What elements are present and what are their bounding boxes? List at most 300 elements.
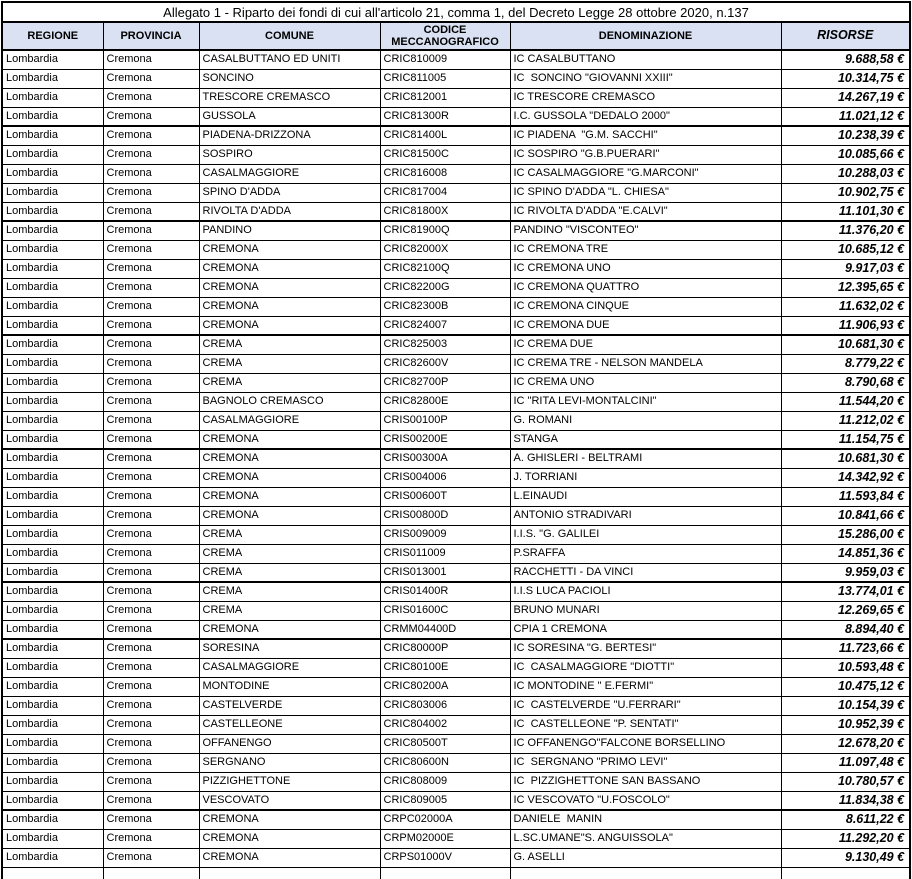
title-row — [2, 2, 910, 22]
cell-regione: Lombardia — [2, 525, 103, 544]
cell-comune: SOSPIRO — [199, 145, 380, 164]
cell-regione: Lombardia — [2, 354, 103, 373]
cell-codice-meccanografico: CRIC810009 — [380, 50, 510, 69]
cell-provincia: Cremona — [103, 658, 199, 677]
cell-provincia: Cremona — [103, 810, 199, 829]
cell-comune: GUSSOLA — [199, 107, 380, 126]
cell-regione: Lombardia — [2, 430, 103, 449]
cell-comune: OFFANENGO — [199, 734, 380, 753]
cell-provincia: Cremona — [103, 316, 199, 335]
table-row — [2, 468, 910, 487]
cell-denominazione: G. ASELLI — [510, 848, 781, 867]
cell-regione: Lombardia — [2, 145, 103, 164]
cell-risorse: 10.841,66 € — [781, 506, 910, 525]
cell-denominazione: IC PIADENA "G.M. SACCHI" — [510, 126, 781, 145]
cell-comune: CASTELLEONE — [199, 715, 380, 734]
cell-provincia: Cremona — [103, 544, 199, 563]
table-row — [2, 316, 910, 335]
cell-denominazione: IC OFFANENGO"FALCONE BORSELLINO — [510, 734, 781, 753]
cell-codice-meccanografico: CRIC82700P — [380, 373, 510, 392]
cell-comune: PANDINO — [199, 221, 380, 240]
table-row — [2, 278, 910, 297]
cell-regione: Lombardia — [2, 164, 103, 183]
column-header-codice-meccanografico: CODICE MECCANOGRAFICO — [380, 22, 510, 50]
table-row — [2, 430, 910, 449]
table-row — [2, 449, 910, 468]
table-row — [2, 620, 910, 639]
cell-codice-meccanografico: CRIC81800X — [380, 202, 510, 221]
cell-comune: CREMA — [199, 544, 380, 563]
cell-codice-meccanografico: CRIC81500C — [380, 145, 510, 164]
cell-codice-meccanografico: CRIC80600N — [380, 753, 510, 772]
cell-comune — [199, 867, 380, 879]
cell-provincia: Cremona — [103, 354, 199, 373]
cell-provincia: Cremona — [103, 69, 199, 88]
cell-comune: CREMONA — [199, 278, 380, 297]
cell-denominazione: IC CREMONA UNO — [510, 259, 781, 278]
table-row — [2, 677, 910, 696]
cell-codice-meccanografico: CRIC809005 — [380, 791, 510, 810]
cell-provincia: Cremona — [103, 335, 199, 354]
cell-risorse: 11.834,38 € — [781, 791, 910, 810]
cell-denominazione: CPIA 1 CREMONA — [510, 620, 781, 639]
cell-regione: Lombardia — [2, 240, 103, 259]
cell-risorse: 15.286,00 € — [781, 525, 910, 544]
table-row — [2, 810, 910, 829]
cell-codice-meccanografico: CRPM02000E — [380, 829, 510, 848]
table-row — [2, 126, 910, 145]
cell-denominazione: P.SRAFFA — [510, 544, 781, 563]
cell-risorse: 10.681,30 € — [781, 335, 910, 354]
cell-codice-meccanografico: CRIC82100Q — [380, 259, 510, 278]
cell-comune: CASALMAGGIORE — [199, 411, 380, 430]
cell-regione: Lombardia — [2, 506, 103, 525]
cell-risorse: 8.790,68 € — [781, 373, 910, 392]
cell-comune: CREMA — [199, 354, 380, 373]
cell-codice-meccanografico: CRIC825003 — [380, 335, 510, 354]
cell-denominazione: IC SOSPIRO "G.B.PUERARI" — [510, 145, 781, 164]
cell-provincia: Cremona — [103, 259, 199, 278]
cell-risorse: 10.952,39 € — [781, 715, 910, 734]
cell-provincia: Cremona — [103, 620, 199, 639]
cell-risorse: 9.688,58 € — [781, 50, 910, 69]
cell-denominazione: IC CREMONA TRE — [510, 240, 781, 259]
cell-risorse: 11.154,75 € — [781, 430, 910, 449]
cell-regione: Lombardia — [2, 449, 103, 468]
cell-denominazione: J. TORRIANI — [510, 468, 781, 487]
cell-provincia: Cremona — [103, 202, 199, 221]
cell-comune: CREMONA — [199, 449, 380, 468]
cell-regione: Lombardia — [2, 335, 103, 354]
table-row — [2, 601, 910, 620]
cell-codice-meccanografico: CRIS01600C — [380, 601, 510, 620]
cell-codice-meccanografico: CRIC812001 — [380, 88, 510, 107]
cell-risorse: 9.959,03 € — [781, 563, 910, 582]
cell-provincia: Cremona — [103, 411, 199, 430]
document-title: Allegato 1 - Riparto dei fondi di cui all'articolo 21, comma 1, del Decreto Legge 28 ottobre 2020, n.137 — [2, 2, 910, 22]
cell-risorse: 10.288,03 € — [781, 164, 910, 183]
cell-denominazione: IC SERGNANO "PRIMO LEVI" — [510, 753, 781, 772]
cell-provincia: Cremona — [103, 449, 199, 468]
table-row — [2, 829, 910, 848]
cell-risorse: 10.475,12 € — [781, 677, 910, 696]
cell-regione: Lombardia — [2, 221, 103, 240]
cell-provincia: Cremona — [103, 582, 199, 601]
cell-regione: Lombardia — [2, 487, 103, 506]
cell-codice-meccanografico: CRIC803006 — [380, 696, 510, 715]
cell-comune: VESCOVATO — [199, 791, 380, 810]
cell-codice-meccanografico: CRIS00800D — [380, 506, 510, 525]
table-row — [2, 145, 910, 164]
table-row — [2, 107, 910, 126]
column-header-comune: COMUNE — [199, 22, 380, 50]
column-header-risorse: RISORSE — [781, 22, 910, 50]
cell-codice-meccanografico: CRPC02000A — [380, 810, 510, 829]
cell-codice-meccanografico: CRIC80200A — [380, 677, 510, 696]
cell-regione: Lombardia — [2, 696, 103, 715]
cell-comune: SERGNANO — [199, 753, 380, 772]
cell-regione: Lombardia — [2, 829, 103, 848]
table-row — [2, 335, 910, 354]
cell-provincia: Cremona — [103, 563, 199, 582]
cell-codice-meccanografico: CRIC82300B — [380, 297, 510, 316]
cell-denominazione: A. GHISLERI - BELTRAMI — [510, 449, 781, 468]
column-header-regione: REGIONE — [2, 22, 103, 50]
cell-risorse: 13.774,01 € — [781, 582, 910, 601]
cell-risorse: 11.632,02 € — [781, 297, 910, 316]
cell-comune: CREMA — [199, 373, 380, 392]
cell-risorse: 9.130,49 € — [781, 848, 910, 867]
cell-regione: Lombardia — [2, 50, 103, 69]
cell-comune: CREMA — [199, 563, 380, 582]
cell-denominazione: IC SORESINA "G. BERTESI" — [510, 639, 781, 658]
cell-comune: CREMONA — [199, 297, 380, 316]
cell-comune: CREMA — [199, 582, 380, 601]
cell-provincia: Cremona — [103, 373, 199, 392]
cell-provincia: Cremona — [103, 829, 199, 848]
cell-regione: Lombardia — [2, 69, 103, 88]
cell-regione: Lombardia — [2, 373, 103, 392]
cell-comune: CASALMAGGIORE — [199, 164, 380, 183]
cell-risorse: 14.342,92 € — [781, 468, 910, 487]
column-header-denominazione: DENOMINAZIONE — [510, 22, 781, 50]
cell-regione: Lombardia — [2, 297, 103, 316]
cell-risorse: 9.917,03 € — [781, 259, 910, 278]
cell-denominazione: I.I.S LUCA PACIOLI — [510, 582, 781, 601]
cell-denominazione: STANGA — [510, 430, 781, 449]
cell-comune: CREMONA — [199, 620, 380, 639]
cell-provincia: Cremona — [103, 468, 199, 487]
table-row — [2, 791, 910, 810]
cell-provincia: Cremona — [103, 278, 199, 297]
cell-risorse: 11.292,20 € — [781, 829, 910, 848]
table-row — [2, 392, 910, 411]
cell-provincia: Cremona — [103, 525, 199, 544]
cell-denominazione: G. ROMANI — [510, 411, 781, 430]
cell-codice-meccanografico: CRIC80000P — [380, 639, 510, 658]
cell-risorse: 10.780,57 € — [781, 772, 910, 791]
cell-regione: Lombardia — [2, 772, 103, 791]
table-row — [2, 772, 910, 791]
cell-risorse: 10.685,12 € — [781, 240, 910, 259]
cell-provincia — [103, 867, 199, 879]
cell-risorse: 11.906,93 € — [781, 316, 910, 335]
cell-denominazione: IC CASALBUTTANO — [510, 50, 781, 69]
cell-risorse: 11.723,66 € — [781, 639, 910, 658]
cell-denominazione: RACCHETTI - DA VINCI — [510, 563, 781, 582]
cell-provincia: Cremona — [103, 772, 199, 791]
table-row — [2, 69, 910, 88]
cell-regione: Lombardia — [2, 392, 103, 411]
cell-provincia: Cremona — [103, 696, 199, 715]
cell-risorse: 11.376,20 € — [781, 221, 910, 240]
cell-comune: CREMONA — [199, 487, 380, 506]
cell-codice-meccanografico: CRIS00200E — [380, 430, 510, 449]
cell-denominazione: IC CREMA TRE - NELSON MANDELA — [510, 354, 781, 373]
cell-provincia: Cremona — [103, 164, 199, 183]
cell-regione — [2, 867, 103, 879]
cell-comune: SORESINA — [199, 639, 380, 658]
cell-risorse: 11.101,30 € — [781, 202, 910, 221]
cell-regione: Lombardia — [2, 810, 103, 829]
cell-regione: Lombardia — [2, 126, 103, 145]
cell-comune: CREMONA — [199, 848, 380, 867]
cell-provincia: Cremona — [103, 430, 199, 449]
table-row — [2, 848, 910, 867]
cell-comune: PIZZIGHETTONE — [199, 772, 380, 791]
cell-denominazione: IC CREMONA DUE — [510, 316, 781, 335]
cell-provincia: Cremona — [103, 753, 199, 772]
cell-denominazione: IC CREMA UNO — [510, 373, 781, 392]
table-row — [2, 544, 910, 563]
cell-comune: BAGNOLO CREMASCO — [199, 392, 380, 411]
cell-regione: Lombardia — [2, 620, 103, 639]
cell-risorse: 11.212,02 € — [781, 411, 910, 430]
table-row — [2, 411, 910, 430]
cell-denominazione: IC CASALMAGGIORE "G.MARCONI" — [510, 164, 781, 183]
table-row — [2, 753, 910, 772]
cell-denominazione: IC PIZZIGHETTONE SAN BASSANO — [510, 772, 781, 791]
cell-regione: Lombardia — [2, 183, 103, 202]
cell-denominazione: ANTONIO STRADIVARI — [510, 506, 781, 525]
table-header-row — [2, 22, 910, 50]
cell-regione: Lombardia — [2, 202, 103, 221]
cell-risorse: 11.593,84 € — [781, 487, 910, 506]
cell-risorse: 10.238,39 € — [781, 126, 910, 145]
cell-provincia: Cremona — [103, 639, 199, 658]
cell-codice-meccanografico: CRIS004006 — [380, 468, 510, 487]
cell-regione: Lombardia — [2, 411, 103, 430]
cell-provincia: Cremona — [103, 50, 199, 69]
cell-provincia: Cremona — [103, 677, 199, 696]
cell-comune: CREMONA — [199, 316, 380, 335]
cell-codice-meccanografico: CRIC81400L — [380, 126, 510, 145]
cell-codice-meccanografico: CRIC81900Q — [380, 221, 510, 240]
cell-denominazione: IC SONCINO "GIOVANNI XXIII" — [510, 69, 781, 88]
cell-codice-meccanografico: CRIS01400R — [380, 582, 510, 601]
table-row — [2, 658, 910, 677]
cell-comune: SONCINO — [199, 69, 380, 88]
table-row — [2, 734, 910, 753]
cell-codice-meccanografico: CRIC82000X — [380, 240, 510, 259]
cell-risorse: 10.085,66 € — [781, 145, 910, 164]
cell-denominazione: IC TRESCORE CREMASCO — [510, 88, 781, 107]
cell-provincia: Cremona — [103, 506, 199, 525]
cell-risorse: 12.269,65 € — [781, 601, 910, 620]
cell-risorse: 8.894,40 € — [781, 620, 910, 639]
cell-regione: Lombardia — [2, 848, 103, 867]
cell-codice-meccanografico — [380, 867, 510, 879]
cell-risorse — [781, 867, 910, 879]
cell-comune: RIVOLTA D'ADDA — [199, 202, 380, 221]
cell-comune: CREMA — [199, 601, 380, 620]
cell-denominazione: IC CASTELLEONE "P. SENTATI" — [510, 715, 781, 734]
cell-regione: Lombardia — [2, 259, 103, 278]
cell-risorse: 14.267,19 € — [781, 88, 910, 107]
cell-codice-meccanografico: CRIC804002 — [380, 715, 510, 734]
cell-denominazione: IC VESCOVATO "U.FOSCOLO" — [510, 791, 781, 810]
cell-comune: CREMONA — [199, 810, 380, 829]
table-row — [2, 487, 910, 506]
cell-risorse: 8.779,22 € — [781, 354, 910, 373]
table-row — [2, 354, 910, 373]
cell-regione: Lombardia — [2, 316, 103, 335]
table-row — [2, 88, 910, 107]
cell-regione: Lombardia — [2, 544, 103, 563]
cell-denominazione: I.I.S. "G. GALILEI — [510, 525, 781, 544]
cell-codice-meccanografico: CRIC816008 — [380, 164, 510, 183]
cell-regione: Lombardia — [2, 107, 103, 126]
cell-denominazione: IC CASALMAGGIORE "DIOTTI" — [510, 658, 781, 677]
cell-comune: CASALMAGGIORE — [199, 658, 380, 677]
cell-codice-meccanografico: CRIS009009 — [380, 525, 510, 544]
cell-codice-meccanografico: CRIC80500T — [380, 734, 510, 753]
cell-comune: CASTELVERDE — [199, 696, 380, 715]
cell-codice-meccanografico: CRIS011009 — [380, 544, 510, 563]
cell-risorse: 11.021,12 € — [781, 107, 910, 126]
table-row — [2, 50, 910, 69]
riparto-fondi-table — [1, 1, 911, 879]
cell-provincia: Cremona — [103, 715, 199, 734]
cell-comune: CASALBUTTANO ED UNITI — [199, 50, 380, 69]
table-row — [2, 240, 910, 259]
cell-denominazione: IC RIVOLTA D'ADDA "E.CALVI" — [510, 202, 781, 221]
cell-codice-meccanografico: CRIC81300R — [380, 107, 510, 126]
cell-codice-meccanografico: CRIC82600V — [380, 354, 510, 373]
table-row — [2, 696, 910, 715]
cell-provincia: Cremona — [103, 145, 199, 164]
table-row — [2, 506, 910, 525]
cell-regione: Lombardia — [2, 677, 103, 696]
cell-comune: MONTODINE — [199, 677, 380, 696]
cell-denominazione: IC CREMONA CINQUE — [510, 297, 781, 316]
cell-provincia: Cremona — [103, 107, 199, 126]
cell-denominazione: IC SPINO D'ADDA "L. CHIESA" — [510, 183, 781, 202]
cell-denominazione: BRUNO MUNARI — [510, 601, 781, 620]
column-header-provincia: PROVINCIA — [103, 22, 199, 50]
cell-denominazione: IC CREMONA QUATTRO — [510, 278, 781, 297]
table-row — [2, 639, 910, 658]
cell-codice-meccanografico: CRMM04400D — [380, 620, 510, 639]
cell-provincia: Cremona — [103, 126, 199, 145]
cell-comune: CREMA — [199, 335, 380, 354]
cell-provincia: Cremona — [103, 601, 199, 620]
table-body — [2, 50, 910, 879]
cell-comune: CREMONA — [199, 506, 380, 525]
cell-provincia: Cremona — [103, 392, 199, 411]
cell-codice-meccanografico: CRIC824007 — [380, 316, 510, 335]
cell-comune: PIADENA-DRIZZONA — [199, 126, 380, 145]
cell-denominazione: IC CASTELVERDE "U.FERRARI" — [510, 696, 781, 715]
table-row — [2, 259, 910, 278]
cell-provincia: Cremona — [103, 848, 199, 867]
cell-denominazione: PANDINO "VISCONTEO" — [510, 221, 781, 240]
cell-comune: SPINO D'ADDA — [199, 183, 380, 202]
cell-regione: Lombardia — [2, 715, 103, 734]
cell-denominazione: IC MONTODINE " E.FERMI" — [510, 677, 781, 696]
cell-codice-meccanografico: CRIC80100E — [380, 658, 510, 677]
cell-regione: Lombardia — [2, 753, 103, 772]
cell-provincia: Cremona — [103, 791, 199, 810]
cell-regione: Lombardia — [2, 791, 103, 810]
table-row — [2, 164, 910, 183]
cell-regione: Lombardia — [2, 563, 103, 582]
cell-risorse: 10.314,75 € — [781, 69, 910, 88]
cell-risorse: 14.851,36 € — [781, 544, 910, 563]
cell-codice-meccanografico: CRIC817004 — [380, 183, 510, 202]
cell-denominazione: DANIELE MANIN — [510, 810, 781, 829]
cell-codice-meccanografico: CRIC82800E — [380, 392, 510, 411]
cell-regione: Lombardia — [2, 601, 103, 620]
table-row — [2, 373, 910, 392]
cell-provincia: Cremona — [103, 240, 199, 259]
cell-denominazione: IC CREMA DUE — [510, 335, 781, 354]
table-row — [2, 867, 910, 879]
cell-regione: Lombardia — [2, 468, 103, 487]
cell-regione: Lombardia — [2, 582, 103, 601]
cell-denominazione: L.SC.UMANE"S. ANGUISSOLA" — [510, 829, 781, 848]
cell-codice-meccanografico: CRIC808009 — [380, 772, 510, 791]
cell-regione: Lombardia — [2, 734, 103, 753]
cell-comune: CREMA — [199, 525, 380, 544]
cell-risorse: 11.097,48 € — [781, 753, 910, 772]
cell-denominazione — [510, 867, 781, 879]
cell-comune: CREMONA — [199, 468, 380, 487]
cell-codice-meccanografico: CRPS01000V — [380, 848, 510, 867]
table-row — [2, 582, 910, 601]
cell-codice-meccanografico: CRIS00300A — [380, 449, 510, 468]
cell-risorse: 10.154,39 € — [781, 696, 910, 715]
cell-risorse: 10.681,30 € — [781, 449, 910, 468]
cell-risorse: 8.611,22 € — [781, 810, 910, 829]
table-row — [2, 525, 910, 544]
cell-provincia: Cremona — [103, 487, 199, 506]
cell-provincia: Cremona — [103, 297, 199, 316]
cell-provincia: Cremona — [103, 183, 199, 202]
cell-risorse: 12.678,20 € — [781, 734, 910, 753]
cell-risorse: 10.902,75 € — [781, 183, 910, 202]
cell-risorse: 11.544,20 € — [781, 392, 910, 411]
cell-comune: CREMONA — [199, 259, 380, 278]
table-row — [2, 297, 910, 316]
cell-codice-meccanografico: CRIS013001 — [380, 563, 510, 582]
cell-comune: CREMONA — [199, 240, 380, 259]
table-row — [2, 183, 910, 202]
cell-denominazione: IC "RITA LEVI-MONTALCINI" — [510, 392, 781, 411]
cell-codice-meccanografico: CRIC811005 — [380, 69, 510, 88]
cell-regione: Lombardia — [2, 639, 103, 658]
cell-provincia: Cremona — [103, 221, 199, 240]
